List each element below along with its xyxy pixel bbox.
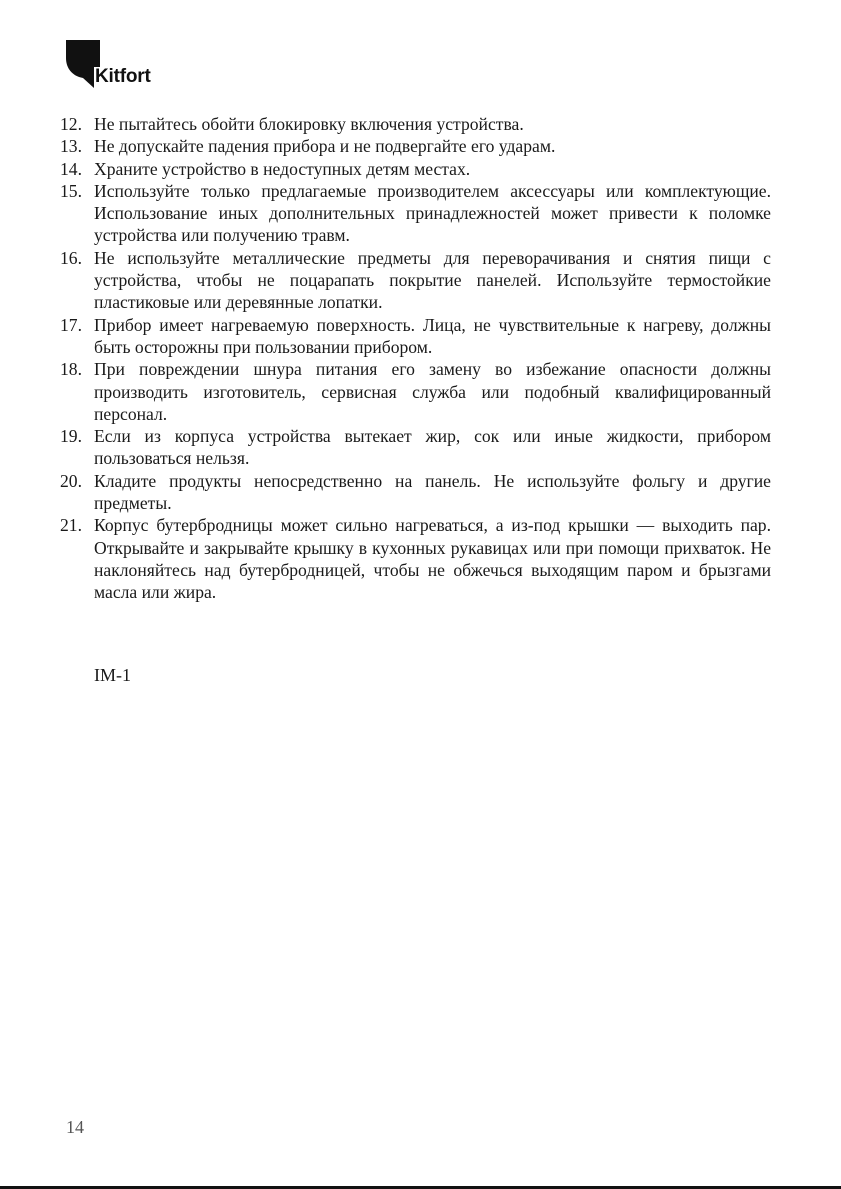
list-item xyxy=(60,180,771,247)
list-item xyxy=(60,425,771,470)
instructions-section xyxy=(60,113,771,604)
item-number: 20. xyxy=(60,470,82,491)
item-number: 14. xyxy=(60,158,82,179)
item-number: 13. xyxy=(60,136,82,157)
list-item xyxy=(60,113,771,135)
item-number: 18. xyxy=(60,359,82,380)
kitfort-logo xyxy=(66,40,166,90)
item-text: Не допускайте падения прибора и не подвергайте его ударам. xyxy=(94,136,556,157)
item-number: 17. xyxy=(60,314,82,335)
instructions-list xyxy=(60,113,771,604)
item-text: Не пытайтесь обойти блокировку включения устройства. xyxy=(94,114,524,134)
item-number: 21. xyxy=(60,515,82,536)
item-text: При повреждении шнура питания его замену во избежание опасности должны производить изготовитель, сервисная служба или подобный квалифицированный персонал. xyxy=(94,359,771,424)
list-item xyxy=(60,158,771,180)
list-item xyxy=(60,358,771,425)
model-code: IM-1 xyxy=(94,665,131,685)
item-text: Если из корпуса устройства вытекает жир, сок или иные жидкости, прибором пользоваться нельзя. xyxy=(94,426,771,469)
item-text: Корпус бутербродницы может сильно нагреваться, а из-под крышки — выходить пар. Открывайте и закрывайте крышку в кухонных рукавицах или при помощи прихваток. Не наклоняйтесь над бутербродницей, чтобы не обжечься выходящим паром и брызгами масла или жира. xyxy=(94,515,771,603)
item-text: Прибор имеет нагреваемую поверхность. Лица, не чувствительные к нагреву, должны быть осторожны при пользовании прибором. xyxy=(94,314,771,357)
item-text: Используйте только предлагаемые производителем аксессуары или комплектующие. Использование иных дополнительных принадлежностей может привести к поломке устройства или получению травм. xyxy=(94,180,771,246)
item-text: Не используйте металлические предметы для переворачивания и снятия пищи с устройства, чтобы не поцарапать покрытие панелей. Используйте термостойкие пластиковые или деревянные лопатки. xyxy=(94,247,771,313)
page-number: 14 xyxy=(66,1117,84,1137)
list-item xyxy=(60,247,771,314)
item-text: Храните устройство в недоступных детям местах. xyxy=(94,158,471,179)
item-text: Кладите продукты непосредственно на панель. Не используйте фольгу и другие предметы. xyxy=(94,470,771,514)
list-item xyxy=(60,135,771,157)
item-number: 15. xyxy=(60,180,82,201)
list-item xyxy=(60,470,771,515)
list-item xyxy=(60,314,771,359)
item-number: 16. xyxy=(60,247,82,268)
item-number: 12. xyxy=(60,114,82,134)
brand-name: Kitfort xyxy=(95,66,151,87)
item-number: 19. xyxy=(60,426,82,447)
list-item xyxy=(60,514,771,603)
